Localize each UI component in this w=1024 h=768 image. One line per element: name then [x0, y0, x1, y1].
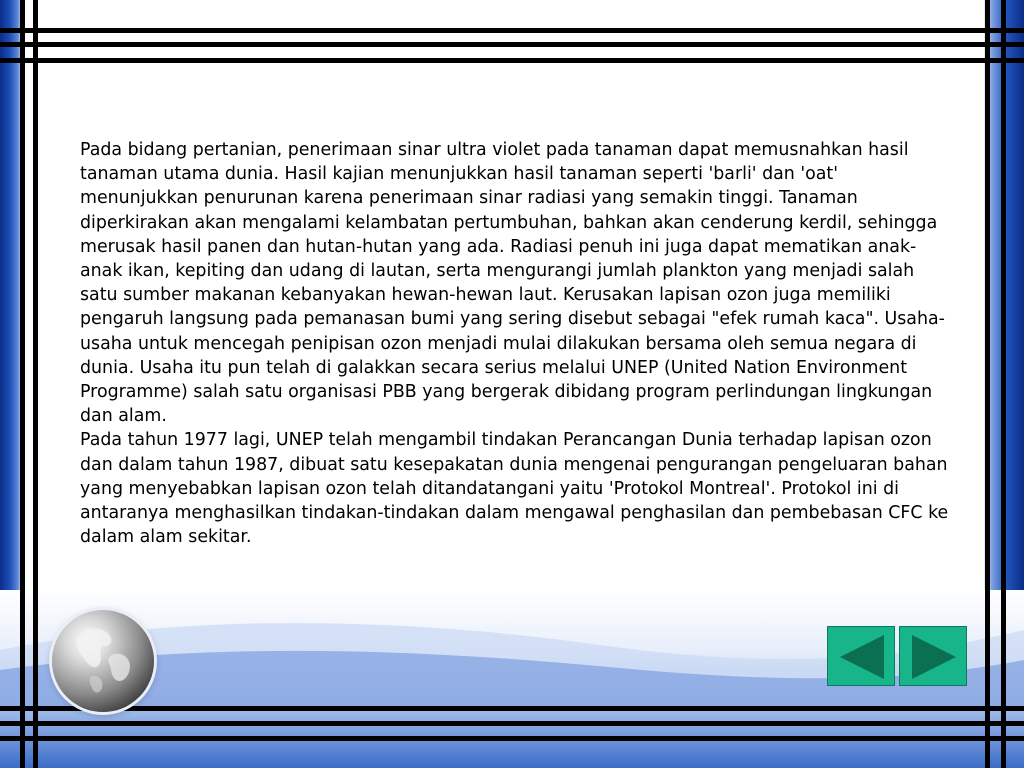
triangle-left-icon [828, 627, 896, 687]
body-text [80, 138, 950, 549]
paragraph-2: Pada tahun 1977 lagi, UNEP telah mengambil tindakan Perancangan Dunia terhadap lapisan ozon dan dalam tahun 1987, dibuat satu kesepakatan dunia mengenai pengurangan pengeluaran bahan yang menyebabkan lapisan ozon telah ditandatangani yaitu 'Protokol Montreal'. Protokol ini di antaranya menghasilkan tindakan-tindakan dalam mengawal penghasilan dan pembebasan CFC ke dalam alam sekitar. [80, 430, 949, 548]
frame-line-right-2 [1001, 0, 1006, 768]
next-button[interactable] [899, 626, 967, 686]
frame-line-right-1 [985, 0, 990, 768]
previous-button[interactable] [827, 626, 895, 686]
frame-line-left-2 [33, 0, 38, 768]
frame-line-top-2 [0, 42, 1024, 47]
globe-icon [52, 610, 154, 712]
triangle-right-icon [900, 627, 968, 687]
paragraph-1: Pada bidang pertanian, penerimaan sinar ultra violet pada tanaman dapat memusnahkan hasil tanaman utama dunia. Hasil kajian menunjukkan hasil tanaman seperti 'barli' dan 'oat' menunjukkan penurunan karena penerimaan sinar radiasi yang semakin tinggi. Tanaman diperkirakan akan mengalami kelambatan pertumbuhan, bahkan akan cenderung kerdil, sehingga merusak hasil panen dan hutan-hutan yang ada. Radiasi penuh ini juga dapat mematikan anak-anak ikan, kepiting dan udang di lautan, serta mengurangi jumlah plankton yang menjadi salah satu sumber makanan kebanyakan hewan-hewan laut. Kerusakan lapisan ozon juga memiliki pengaruh langsung pada pemanasan bumi yang sering disebut sebagai "efek rumah kaca". Usaha-usaha untuk mencegah penipisan ozon menjadi mulai dilakukan bersama oleh semua negara di dunia. Usaha itu pun telah di galakkan secara serius melalui UNEP (United Nation Environment Programme) salah satu organisasi PBB yang bergerak dibidang program perlindungan lingkungan dan alam. [80, 140, 945, 427]
frame-line-left-1 [20, 0, 25, 768]
frame-line-top-1 [0, 28, 1024, 33]
frame-line-top-3 [0, 58, 1024, 63]
frame-line-bottom-3 [0, 736, 1024, 741]
frame-line-bottom-2 [0, 721, 1024, 726]
